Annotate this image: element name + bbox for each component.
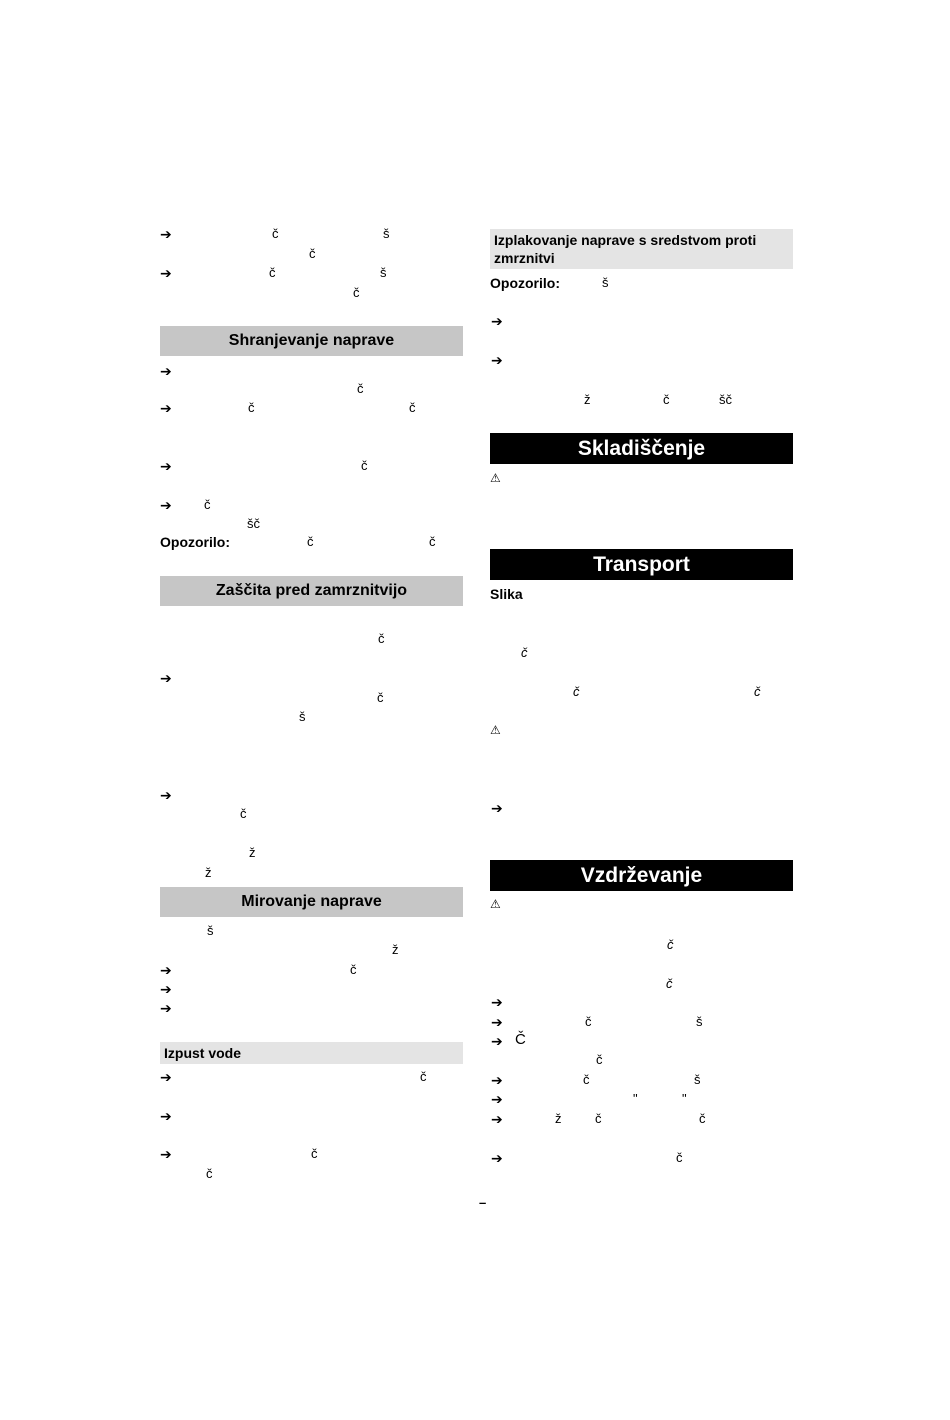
- bullet-arrow-icon: ➔: [491, 1150, 503, 1166]
- bullet-arrow-icon: ➔: [160, 265, 172, 281]
- bullet-arrow-icon: ➔: [160, 1000, 172, 1016]
- bullet-arrow-icon: ➔: [160, 1146, 172, 1162]
- text-fragment: š: [602, 275, 609, 290]
- subheading-water-drain: Izpust vode: [160, 1042, 463, 1064]
- bullet-arrow-icon: ➔: [160, 787, 172, 803]
- text-fragment: č: [667, 937, 674, 952]
- text-fragment: č: [353, 285, 360, 300]
- figure-label: Slika: [490, 586, 523, 602]
- text-fragment: š: [694, 1072, 701, 1087]
- text-fragment: č: [377, 690, 384, 705]
- warning-triangle-icon: ⚠: [490, 897, 501, 911]
- text-fragment: č: [248, 400, 255, 415]
- section-heading-maintenance: Vzdrževanje: [490, 860, 793, 891]
- bullet-arrow-icon: ➔: [160, 981, 172, 997]
- note-label: Opozorilo:: [490, 275, 560, 291]
- bullet-arrow-icon: ➔: [491, 1014, 503, 1030]
- bullet-arrow-icon: ➔: [160, 670, 172, 686]
- text-fragment: ž: [392, 942, 399, 957]
- text-fragment: č: [595, 1111, 602, 1126]
- text-fragment: č: [583, 1072, 590, 1087]
- bullet-arrow-icon: ➔: [160, 458, 172, 474]
- bullet-arrow-icon: ➔: [160, 363, 172, 379]
- text-fragment: č: [206, 1166, 213, 1181]
- section-heading-device-idle: Mirovanje naprave: [160, 887, 463, 917]
- text-fragment: č: [521, 645, 528, 660]
- text-fragment: č: [272, 226, 279, 241]
- text-fragment: č: [357, 381, 364, 396]
- text-fragment: č: [429, 534, 436, 549]
- text-fragment: šč: [247, 516, 260, 531]
- text-fragment: č: [361, 458, 368, 473]
- warning-triangle-icon: ⚠: [490, 723, 501, 737]
- section-heading-storage-device: Shranjevanje naprave: [160, 326, 463, 356]
- text-fragment: č: [699, 1111, 706, 1126]
- text-fragment: č: [420, 1069, 427, 1084]
- bullet-arrow-icon: ➔: [491, 1072, 503, 1088]
- text-fragment: ": [682, 1091, 687, 1106]
- text-fragment: č: [204, 497, 211, 512]
- bullet-arrow-icon: ➔: [491, 994, 503, 1010]
- section-heading-warehousing: Skladiščenje: [490, 433, 793, 464]
- bullet-arrow-icon: ➔: [491, 1111, 503, 1127]
- text-fragment: č: [754, 684, 761, 699]
- text-fragment: ž: [205, 865, 212, 880]
- text-fragment: č: [666, 976, 673, 991]
- text-fragment: č: [309, 246, 316, 261]
- page-mark: –: [479, 1195, 487, 1210]
- bullet-arrow-icon: ➔: [160, 1108, 172, 1124]
- text-fragment: č: [350, 962, 357, 977]
- bullet-arrow-icon: ➔: [160, 400, 172, 416]
- text-fragment: č: [585, 1014, 592, 1029]
- warning-triangle-icon: ⚠: [490, 471, 501, 485]
- text-fragment: šč: [719, 392, 732, 407]
- text-fragment: č: [240, 806, 247, 821]
- text-fragment: č: [676, 1150, 683, 1165]
- bullet-arrow-icon: ➔: [491, 1033, 503, 1049]
- bullet-arrow-icon: ➔: [491, 352, 503, 368]
- text-fragment: š: [380, 265, 387, 280]
- text-fragment: š: [207, 923, 214, 938]
- text-fragment: Č: [515, 1031, 526, 1048]
- text-fragment: č: [269, 265, 276, 280]
- text-fragment: č: [378, 631, 385, 646]
- bullet-arrow-icon: ➔: [491, 313, 503, 329]
- section-heading-frost-protection: Zaščita pred zamrznitvijo: [160, 576, 463, 606]
- bullet-arrow-icon: ➔: [160, 1069, 172, 1085]
- bullet-arrow-icon: ➔: [160, 497, 172, 513]
- section-heading-transport: Transport: [490, 549, 793, 580]
- text-fragment: ": [633, 1091, 638, 1106]
- text-fragment: š: [696, 1014, 703, 1029]
- text-fragment: š: [383, 226, 390, 241]
- text-fragment: č: [409, 400, 416, 415]
- subheading-antifreeze-flush: Izplakovanje naprave s sredstvom proti zmrznitvi: [490, 229, 793, 269]
- text-fragment: č: [311, 1146, 318, 1161]
- bullet-arrow-icon: ➔: [491, 800, 503, 816]
- text-fragment: š: [299, 709, 306, 724]
- bullet-arrow-icon: ➔: [491, 1091, 503, 1107]
- text-fragment: ž: [584, 392, 591, 407]
- bullet-arrow-icon: ➔: [160, 226, 172, 242]
- text-fragment: ž: [249, 845, 256, 860]
- text-fragment: č: [573, 684, 580, 699]
- text-fragment: č: [596, 1052, 603, 1067]
- note-label: Opozorilo:: [160, 534, 230, 550]
- text-fragment: ž: [555, 1111, 562, 1126]
- text-fragment: č: [663, 392, 670, 407]
- text-fragment: č: [307, 534, 314, 549]
- bullet-arrow-icon: ➔: [160, 962, 172, 978]
